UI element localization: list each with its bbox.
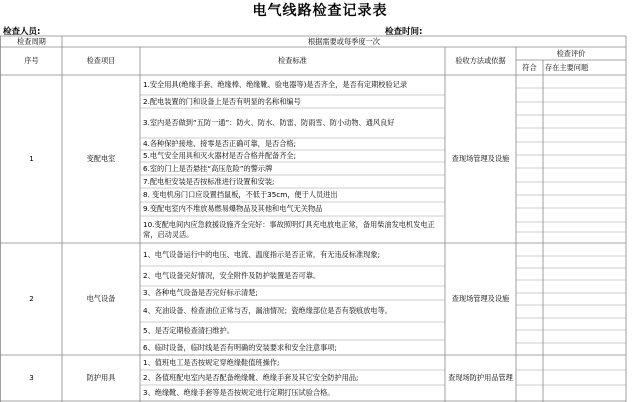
standard-3-1: 1、值班电工是否按规定穿绝缘鞋值班操作; (143, 357, 280, 367)
section-1-no: 1 (29, 154, 34, 163)
standard-1-1: 1.安全用具(绝缘手套、绝缘棒、绝缘靴、验电器等)是否齐全，是否有定期校验记录 (143, 80, 408, 89)
standard-1-10: 10.变配电间内应急救援设施齐全完好：事故照明灯具充电放电正常，备用柴油发电机发电正常，启动灵活。 (143, 219, 435, 239)
header-issues: 存在主要问题 (545, 62, 589, 72)
section-1-item: 变配电室 (86, 154, 116, 163)
section-3-item: 防护用具 (86, 373, 116, 382)
header-item: 检查项目 (86, 56, 116, 65)
section-3-no: 3 (29, 373, 34, 382)
section-2-method: 查现场管理及设施 (451, 294, 510, 303)
standard-2-6: 6、临时设备，临时线是否有明确的安装要求和安全注意事项; (143, 342, 337, 352)
section-1-method: 查现场管理及设施 (451, 154, 510, 163)
header-standard: 检查标准 (278, 56, 307, 65)
section-3-method: 查现场防护用品管理 (448, 373, 513, 382)
standard-2-5: 5、是否定期检查清扫维护。 (143, 326, 234, 335)
inspection-time-label: 检查时间: (385, 27, 423, 37)
standard-1-8: 8. 变电机房门口应设置挡鼠板，不低于35cm，便于人员进出 (143, 190, 338, 199)
header-conform: 符合 (522, 62, 537, 72)
standard-2-2: 2、电气设备完好情况，安全附件及防护装置是否可靠。 (143, 271, 321, 280)
standard-1-3: 3.室内是否做到“五防一通”：防火、防水、防雷、防雨雪、防小动物、通风良好 (143, 118, 395, 127)
header-evaluation: 检查评价 (556, 48, 586, 58)
standard-3-3: 3、绝缘靴、绝缘手套等是否按规定进行定期打压试验合格。 (143, 388, 335, 397)
header-no: 序号 (24, 56, 39, 65)
page-title: 电气线路检查记录表 (252, 3, 388, 19)
standard-1-5: 5.电气安全用具和灭火器材是否合格并配备齐全; (143, 151, 297, 160)
cycle-value: 根据需要或每季度一次 (308, 36, 380, 46)
standard-2-4: 4、充油设备、检查油位正常与否，漏油情况；瓷绝缘部位是否有裂痕放电等。 (143, 306, 392, 315)
standard-3-2: 2、各值班配电室内是否配备绝缘靴、绝缘手套及其它安全防护用品; (143, 372, 359, 382)
cycle-label: 检查周期 (17, 36, 46, 46)
standard-1-4: 4.各种保护接地、接零是否正确可靠，是否合格; (143, 139, 297, 148)
standard-2-3: 3、各种电气设备是否完好标示清楚; (143, 288, 258, 297)
standard-1-2: 2.配电装置的门和设备上是否有明显的名称和编号 (143, 96, 301, 106)
standard-1-9: 9.变配电室内不堆放易燃易爆物品及其他和电气无关物品 (143, 204, 323, 213)
standard-1-6: 6.室的门上是否悬挂“高压危险”的警示牌 (143, 163, 273, 173)
section-2-item: 电气设备 (86, 294, 116, 303)
standard-1-7: 7.配电柜安装是否按标准进行设置和安装; (143, 176, 275, 186)
inspector-label: 检查人员: (3, 27, 41, 37)
section-2-no: 2 (29, 294, 34, 303)
header-method: 验收方法或依据 (455, 56, 506, 65)
standard-2-1: 1、电气设备运行中的电压、电流、温度指示是否正常，有无违反标准现象; (143, 249, 380, 259)
